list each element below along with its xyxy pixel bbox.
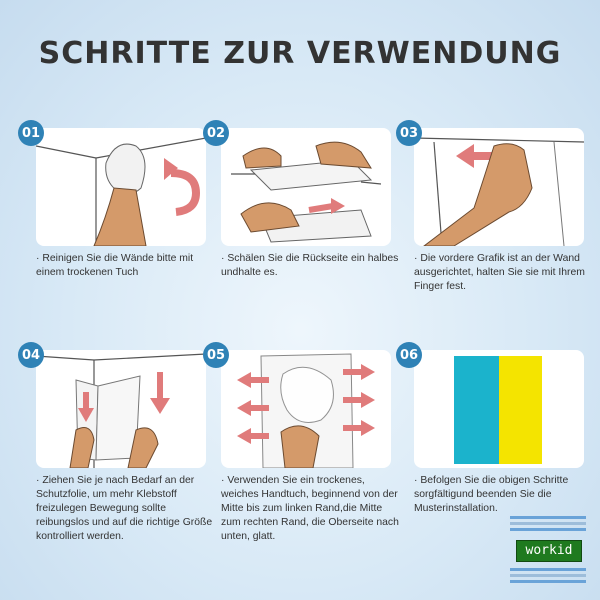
brand-logo <box>510 512 586 586</box>
cyan-panel <box>454 356 499 464</box>
step-illustration <box>414 128 584 246</box>
finished-pattern-illustration <box>414 350 584 468</box>
step-caption: · Befolgen Sie die obigen Schritte sorgfältigund beenden Sie die Musterinstallation. <box>414 475 569 514</box>
step-caption: · Schälen Sie die Rückseite ein halbes undhalte es. <box>221 253 399 278</box>
yellow-panel <box>499 356 542 464</box>
step-illustration <box>36 128 206 246</box>
step-number-badge: 01 <box>18 120 44 146</box>
step-caption: · Die vordere Grafik ist an der Wand ausgerichtet, halten Sie sie mit Ihrem Finger fest. <box>414 253 585 292</box>
step-caption: · Verwenden Sie ein trockenes, weiches Handtuch, beginnend von der Mitte bis zum linken Rand,die Mitte zum rechten Rand, die Oberseite nach unten, glatt. <box>221 475 399 542</box>
step-number-badge: 06 <box>396 342 422 368</box>
align-graphic-illustration <box>414 128 584 246</box>
step-illustration <box>221 350 391 468</box>
page-title: SCHRITTE ZUR VERWENDUNG <box>38 36 562 71</box>
smooth-towel-illustration <box>221 350 391 468</box>
step-illustration <box>36 350 206 468</box>
step-caption: · Reinigen Sie die Wände bitte mit einem trockenen Tuch <box>36 253 194 278</box>
peel-backing-illustration <box>221 128 391 246</box>
step-number-badge: 04 <box>18 342 44 368</box>
step-number-badge: 03 <box>396 120 422 146</box>
brand-logo-text: workid <box>516 540 582 562</box>
pull-film-illustration <box>36 350 206 468</box>
step-number-badge: 05 <box>203 342 229 368</box>
step-caption: · Ziehen Sie je nach Bedarf an der Schutzfolie, um mehr Klebstoff freizulegen Bewegung sollte reibungslos und auf die richtige Größe kontrolliert werden. <box>36 475 213 542</box>
wipe-wall-illustration <box>36 128 206 246</box>
step-illustration <box>221 128 391 246</box>
step-number-badge: 02 <box>203 120 229 146</box>
step-illustration <box>414 350 584 468</box>
